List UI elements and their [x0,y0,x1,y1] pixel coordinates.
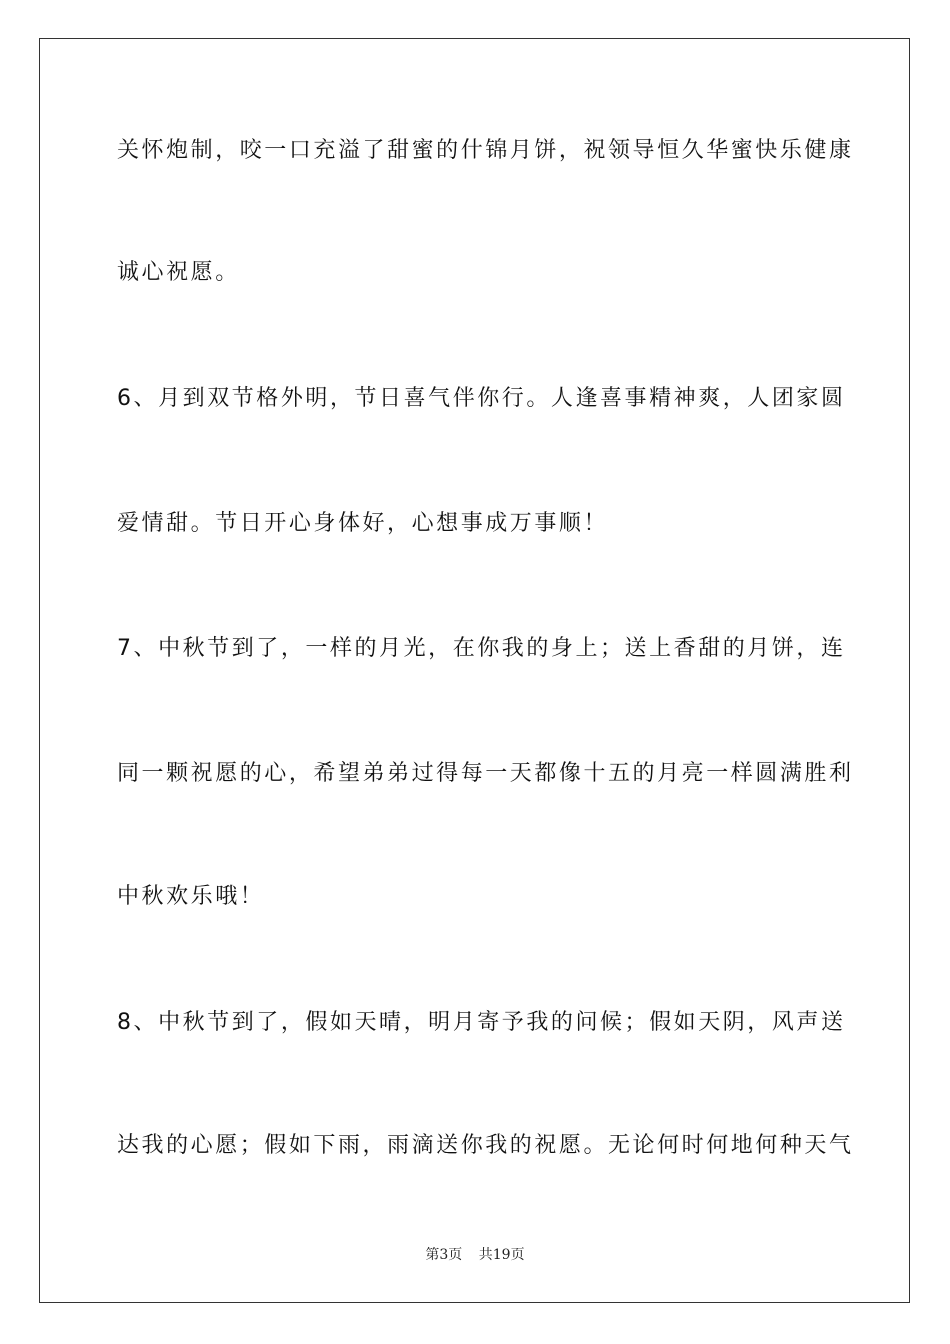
text-line-2: 诚心祝愿。 [117,260,240,285]
text-line-6: 同一颗祝愿的心，希望弟弟过得每一天都像十五的月亮一样圆满胜利 [117,761,854,786]
page-border [39,38,910,1303]
text-line-9: 达我的心愿；假如下雨，雨滴送你我的祝愿。无论何时何地何种天气 [117,1133,854,1158]
page-footer [0,1244,950,1264]
text-line-7: 中秋欢乐哦！ [117,884,265,909]
text-line-1: 关怀炮制，咬一口充溢了甜蜜的什锦月饼，祝领导恒久华蜜快乐健康 [117,138,854,163]
text-line-3: 6、月到双节格外明，节日喜气伴你行。人逢喜事精神爽，人团家圆 [117,386,846,411]
page-total: 共19页 [478,1247,525,1263]
text-line-5: 7、中秋节到了，一样的月光，在你我的身上；送上香甜的月饼，连 [117,636,846,661]
text-line-4: 爱情甜。节日开心身体好，心想事成万事顺！ [117,511,609,536]
text-line-8: 8、中秋节到了，假如天晴，明月寄予我的问候；假如天阴，风声送 [117,1010,846,1035]
page-number: 第3页 [425,1247,463,1263]
